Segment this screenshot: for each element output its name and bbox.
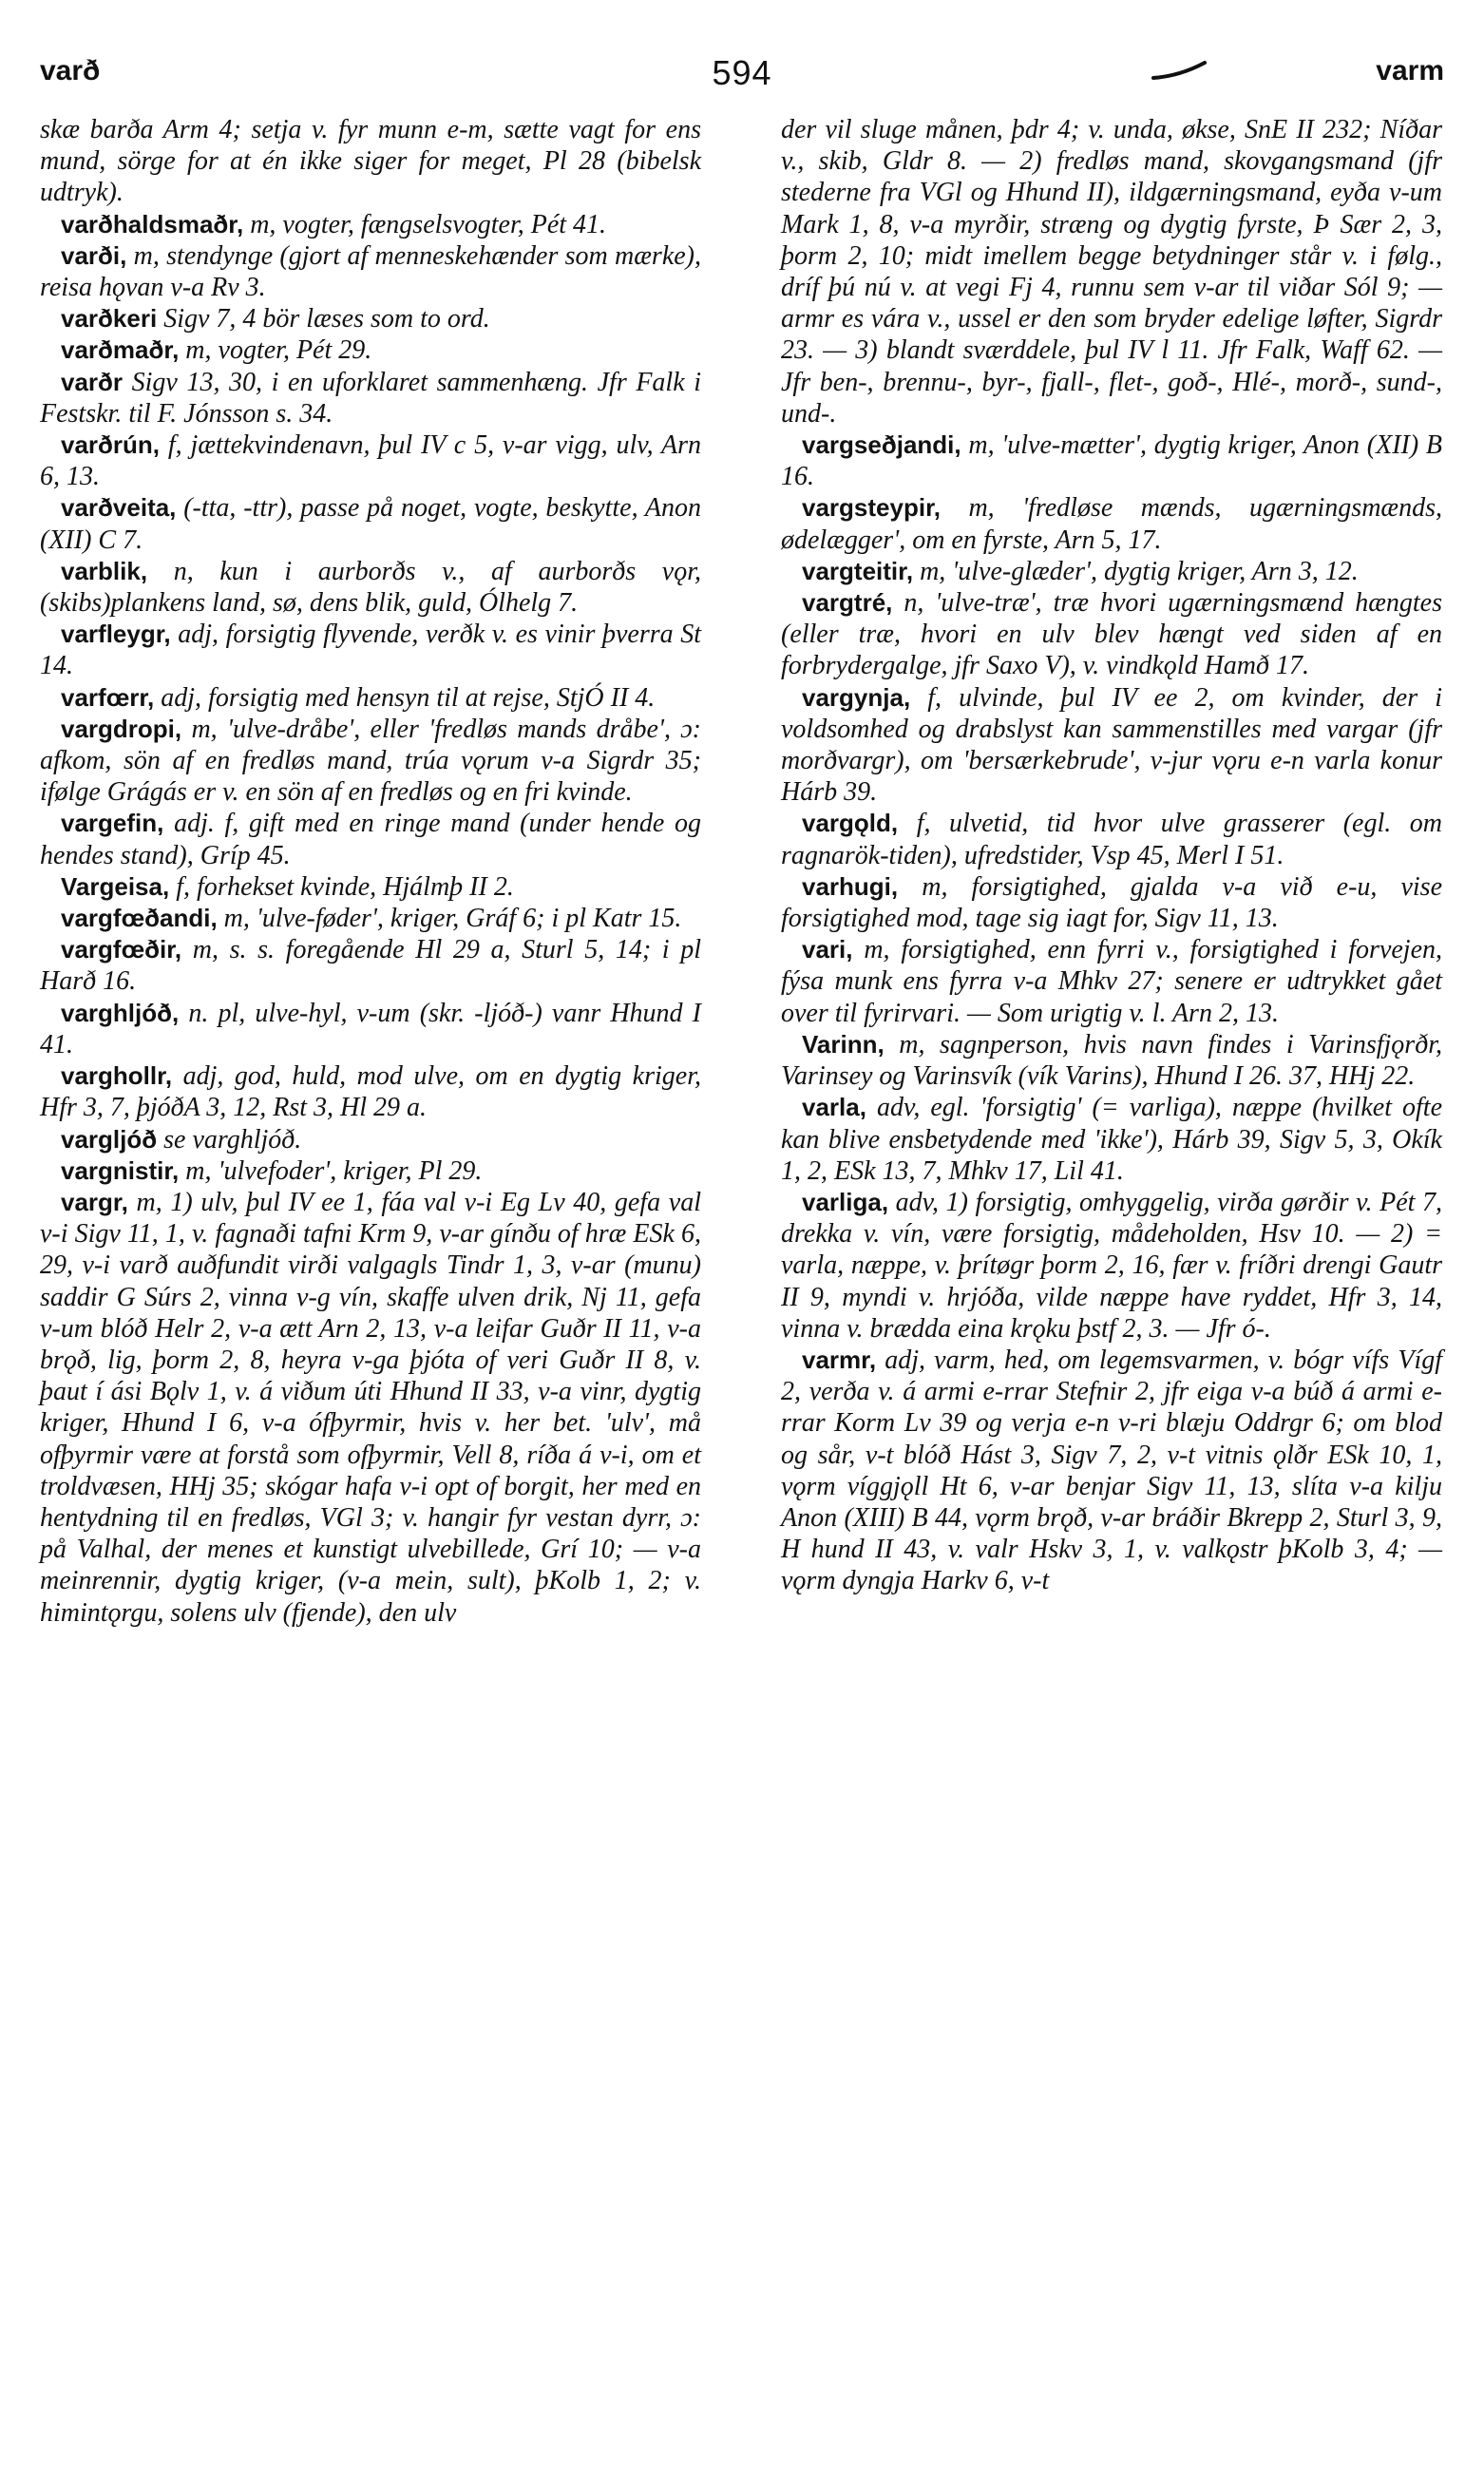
page-number: 594 xyxy=(712,53,772,92)
entry-definition: adj, forsigtig med hensyn til at rejse, StjÓ II 4. xyxy=(161,682,656,713)
ink-stroke-mark xyxy=(1151,57,1207,82)
left-column xyxy=(40,114,701,1629)
entry-definition: adj. f, gift med en ringe mand (under hende og hendes stand), Gríp 45. xyxy=(40,809,701,870)
entry-definition: f, ulvetid, tid hvor ulve grasserer (egl. om ragnarök-tiden), ufredstider, Vsp 45, Merl I 51. xyxy=(781,809,1443,870)
entry-definition: adj, god, huld, mod ulve, om en dygtig kriger, Hfr 3, 7, þjóðA 3, 12, Rst 3, Hl 29 a. xyxy=(40,1061,702,1123)
entry-definition: f, jættekvindenavn, þul IV c 5, v-ar vigg, ulv, Arn 6, 13. xyxy=(40,430,702,492)
dictionary-entry xyxy=(40,808,701,870)
entry-definition: m, 'ulvefoder', kriger, Pl 29. xyxy=(185,1155,483,1186)
dictionary-entry xyxy=(781,682,1442,809)
entry-headword: varðr xyxy=(61,367,124,396)
dictionary-entry xyxy=(40,556,701,619)
dictionary-entry xyxy=(781,556,1442,587)
entry-definition: m, forsigtighed, gjalda v-a við e-u, vise forsigtighed mod, tage sig iagt for, Sigv 11, 13. xyxy=(781,871,1443,934)
dictionary-entry xyxy=(781,429,1442,492)
dictionary-entry xyxy=(781,934,1442,1029)
entry-headword: varði, xyxy=(61,240,127,270)
right-column xyxy=(781,114,1442,1597)
dictionary-entry xyxy=(40,871,701,903)
entry-definition: Sigv 13, 30, i en uforklaret sammenhæng. Jfr Falk i Festskr. til F. Jónsson s. 34. xyxy=(40,367,702,429)
entry-headword: vargljóð xyxy=(61,1124,158,1154)
entry-headword: vargynja, xyxy=(802,682,911,712)
entry-definition: n, kun i aurborðs v., af aurborðs vǫr, (skibs)plankens land, sø, dens blik, guld, Ólhelg 7. xyxy=(40,556,701,619)
entry-definition: skæ barða Arm 4; setja v. fyr munn e-m, sætte vagt for ens mund, sörge for at én ikke siger for meget, Pl 28 (bibelsk udtryk). xyxy=(40,115,701,208)
dictionary-entry xyxy=(40,1187,701,1629)
entry-definition: Sigv 7, 4 bör læses som to ord. xyxy=(163,304,490,334)
entry-definition: se varghljóð. xyxy=(163,1124,302,1155)
entry-headword: varliga, xyxy=(802,1187,889,1216)
entry-headword: varðmaðr, xyxy=(61,335,180,365)
entry-headword: Vargeisa, xyxy=(61,871,170,901)
entry-headword: varðrún, xyxy=(61,430,161,460)
entry-headword: varðkeri xyxy=(61,304,158,334)
entry-headword: vargfœðir, xyxy=(61,935,182,964)
dictionary-entry xyxy=(781,1345,1442,1597)
entry-headword: vargtré, xyxy=(802,588,893,618)
entry-definition: n. pl, ulve-hyl, v-um (skr. -ljóð-) vanr Hhund I 41. xyxy=(40,998,701,1059)
entry-headword: vargseðjandi, xyxy=(802,430,961,460)
running-head-right: varm xyxy=(1376,55,1444,86)
entry-definition: m, forsigtighed, enn fyrri v., forsigtighed i forvejen, fýsa munk ens fyrra v-a Mhkv 27; senere er udtrykket gået over til fyrirvari. — Som urigtig v. l. Arn 2, 13. xyxy=(781,935,1442,1028)
entry-headword: vargr, xyxy=(61,1187,128,1216)
entry-definition: m, 'ulve-føder', kriger, Gráf 6; i pl Katr 15. xyxy=(223,904,682,934)
entry-headword: vari, xyxy=(802,935,853,964)
entry-definition: m, 'ulve-glæder', dygtig kriger, Arn 3, 12. xyxy=(920,556,1359,586)
entry-definition: adj, forsigtig flyvende, verðk v. es vinir þverra St 14. xyxy=(40,620,702,681)
dictionary-entry xyxy=(781,587,1442,682)
entry-definition: m, 'fredløse mænds, ugærningsmænds, ødelægger', om en fyrste, Arn 5, 17. xyxy=(781,493,1442,555)
entry-headword: varblik, xyxy=(61,556,148,585)
dictionary-entry xyxy=(781,808,1442,870)
dictionary-entry xyxy=(40,429,701,492)
dictionary-entry xyxy=(40,1124,701,1155)
running-head-left: varð xyxy=(40,55,101,86)
dictionary-entry xyxy=(40,114,701,209)
entry-headword: varðveita, xyxy=(61,493,177,523)
entry-definition: m, vogter, fængselsvogter, Pét 41. xyxy=(250,209,607,239)
entry-headword: varðhaldsmaðr, xyxy=(61,209,244,239)
entry-headword: vargfœðandi, xyxy=(61,904,218,933)
entry-definition: m, 'ulve-dråbe', eller 'fredløs mands dråbe', ɔ: afkom, sön af en fredløs mand, trúa vǫrum v-a Sigrdr 35; ifølge Grágás er v. en sön af en fredløs og en fri kvinde. xyxy=(40,714,702,808)
entry-definition: m, stendynge (gjort af menneskehænder som mærke), reisa hǫvan v-a Rv 3. xyxy=(40,240,701,303)
entry-definition: m, vogter, Pét 29. xyxy=(185,335,372,366)
dictionary-entry xyxy=(781,1029,1442,1092)
dictionary-entry xyxy=(40,367,701,429)
entry-definition: m, sagnperson, hvis navn findes i Varinsfjǫrðr, Varinsey og Varinsvík (vík Varins), Hhund I 26. 37, HHj 22. xyxy=(781,1029,1442,1092)
dictionary-entry xyxy=(40,209,701,240)
entry-definition: der vil sluge månen, þdr 4; v. unda, økse, SnE II 232; Níðar v., skib, Gldr 8. — 2) fredløs mand, skovgangsmand (jfr stederne fra VGl og Hhund II), ildgærningsmand, eyða v-um Mark 1, 8, v-a myrðir, stræng og dygtig fyrste, Þ Sær 2, 3, þorm 2, 10; midt imellem begge betydninger står v. i følg., dríf þú nú v. at vegi Fj 4, runnu sem v-ar til viðar Sól 9; — armr es vára v., ussel er den som bryder edelige løfter, Sigrdr 23. — 3) blandt sværddele, þul IV l 11. Jfr Falk, Waff 62. — Jfr ben-, brennu-, byr-, fjall-, flet-, goð-, Hlé-, morð-, sund-, und-. xyxy=(781,115,1442,429)
dictionary-entry xyxy=(40,1155,701,1187)
dictionary-entry xyxy=(781,492,1442,555)
dictionary-entry xyxy=(781,871,1442,934)
entry-headword: varmr, xyxy=(802,1345,877,1374)
page-header xyxy=(40,55,1444,103)
entry-headword: varhugi, xyxy=(802,871,899,901)
dictionary-entry xyxy=(40,714,701,809)
entry-headword: vargefin, xyxy=(61,809,164,838)
dictionary-entry xyxy=(40,619,701,681)
entry-definition: m, s. s. foregående Hl 29 a, Sturl 5, 14; i pl Harð 16. xyxy=(40,935,701,997)
dictionary-entry xyxy=(40,682,701,714)
dictionary-entry xyxy=(40,334,701,366)
entry-definition: f, ulvinde, þul IV ee 2, om kvinder, der i voldsomhed og drabslyst kan sammenstilles med vargar (jfr morðvargr), om 'bersærkebrude', v-jur vǫru e-n varla konur Hárb 39. xyxy=(781,682,1442,808)
entry-headword: varfleygr, xyxy=(61,620,171,649)
entry-headword: vargnistir, xyxy=(61,1155,180,1185)
entry-headword: varghollr, xyxy=(61,1061,173,1091)
entry-headword: varfœrr, xyxy=(61,682,155,712)
dictionary-entry xyxy=(40,1060,701,1123)
entry-definition: (-tta, -ttr), passe på noget, vogte, beskytte, Anon (XII) C 7. xyxy=(40,493,702,555)
dictionary-entry xyxy=(40,998,701,1060)
entry-definition: adj, varm, hed, om legemsvarmen, v. bógr vífs Vígf 2, verða v. á armi e-rrar Stefnir 2, jfr eiga v-a búð á armi e-rrar Korm Lv 39 og verja e-n v-ri blæju Oddrgr 6; om blod og sår, v-t blóð Hást 3, Sigv 7, 2, v-t vitnis ǫlðr ESk 10, 1, vǫrm víggjǫll Ht 6, v-ar benjar Sigv 11, 13, slíta v-a kilju Anon (XIII) B 44, vǫrm brǫð, v-ar bráðir Bkrepp 2, Sturl 3, 9, H hund II 43, v. valr Hskv 3, 1, v. valkǫstr þKolb 3, 4; — vǫrm dyngja Harkv 6, v-t xyxy=(781,1345,1443,1596)
dictionary-entry xyxy=(40,303,701,334)
entry-definition: m, 1) ulv, þul IV ee 1, fáa val v-i Eg Lv 40, gefa val v-i Sigv 11, 1, v. fagnaði tafni Krm 9, v-ar gínðu of hræ ESk 6, 29, v-i varð auðfundit virði valgagls Tindr 1, 3, v-ar (munu) saddir G Súrs 2, vinna v-g vín, skaffe ulven drik, Nj 11, gefa v-um blóð Helr 2, v-a ætt Arn 2, 13, v-a leifar Guðr II 11, v-a brǫð, lig, þorm 2, 8, heyra v-ga þjóta of veri Guðr II 8, v. þaut í ási Bǫlv 1, v. á viðum úti Hhund II 33, v-a vinr, dygtig kriger, Hhund I 6, v-a ófþyrmir, hvis v. her bet. 'ulv', må ofþyrmir være at forstå som ofþyrmir, Vell 8, ríða á v-i, om et troldvæsen, HHj 35; skógar hafa v-i opt of borgit, her med en hentydning til en fredløs, VGl 3; v. hangir fyr vestan dyrr, ɔ: på Valhal, der menes et kunstigt ulvebillede, Grí 10; — v-a meinrennir, dygtig kriger, (v-a mein, sult), þKolb 1, 2; v. himintǫrgu, solens ulv (fjende), den ulv xyxy=(40,1187,702,1628)
entry-definition: adv, 1) forsigtig, omhyggelig, virða gørðir v. Pét 7, drekka v. vín, være forsigtig, mådeholden, Hsv 10. — 2) = varla, næppe, v. þrítøgr þorm 2, 16, fær v. fríðri drengi Gautr II 9, myndi v. hrjóða, vilde næppe have ryddet, Hfr 3, 14, vinna v. brædda eina krǫku þstf 2, 3. — Jfr ó-. xyxy=(781,1187,1443,1344)
entry-definition: adv, egl. 'forsigtig' (= varliga), næppe (hvilket ofte kan blive ensbetydende med 'ikke'), Hárb 39, Sigv 5, 3, Okík 1, 2, ESk 13, 7, Mhkv 17, Lil 41. xyxy=(781,1093,1443,1186)
entry-headword: Varinn, xyxy=(802,1029,885,1059)
dictionary-entry xyxy=(781,114,1442,429)
entry-headword: vargteitir, xyxy=(802,556,914,585)
dictionary-entry xyxy=(781,1092,1442,1187)
entry-definition: n, 'ulve-træ', træ hvori ugærningsmænd hængtes (eller træ, hvori en ulv blev hængt ved siden af en forbrydergalge, jfr Saxo V), v. vindkǫld Hamð 17. xyxy=(781,588,1443,681)
entry-headword: vargdropi, xyxy=(61,714,182,743)
entry-headword: vargǫld, xyxy=(802,809,899,838)
entry-definition: m, 'ulve-mætter', dygtig kriger, Anon (XII) B 16. xyxy=(781,430,1442,492)
entry-headword: vargsteypir, xyxy=(802,493,941,523)
dictionary-entry xyxy=(40,492,701,555)
entry-headword: varghljóð, xyxy=(61,998,180,1027)
entry-definition: f, forhekset kvinde, Hjálmþ II 2. xyxy=(176,871,514,902)
dictionary-entry xyxy=(40,903,701,934)
dictionary-entry xyxy=(40,240,701,303)
dictionary-entry xyxy=(781,1187,1442,1345)
dictionary-entry xyxy=(40,934,701,997)
entry-headword: varla, xyxy=(802,1093,866,1122)
